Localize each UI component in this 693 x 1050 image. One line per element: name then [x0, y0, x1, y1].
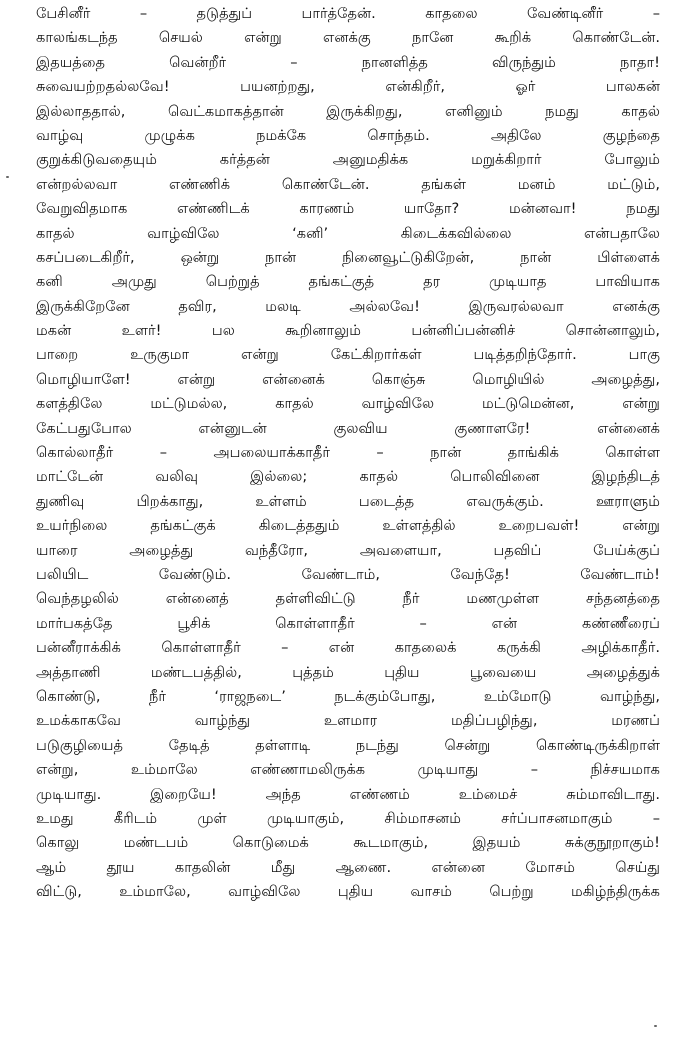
text-line: கேட்பதுபோல என்னுடன் குலவிய குணாளரே! என்னைக்: [36, 419, 660, 437]
text-line: கசப்படைகிறீர், ஒன்று நான் நினைவூட்டுகிறேன், நான் பிள்ளைக்: [36, 248, 660, 266]
text-line: பலியிட வேண்டும். வேண்டாம், வேந்தே! வேண்டாம்!: [36, 565, 660, 583]
text-line: இல்லாததால், வெட்கமாகத்தான் இருக்கிறது, எனினும் நமது காதல்: [36, 102, 660, 120]
text-line: காதல் வாழ்விலே ‘கனி’ கிடைக்கவில்லை என்பதாலே: [36, 224, 660, 242]
text-line: உமக்காகவே வாழ்ந்து உளமார மதிப்பழிந்து, மரணப்: [36, 712, 660, 730]
text-line: மொழியாளே! என்று என்னைக் கொஞ்சு மொழியில் அழைத்து,: [36, 370, 660, 388]
text-line: பேசினீர் – தடுத்துப் பார்த்தேன். காதலை வேண்டினீர் –: [36, 5, 660, 22]
body-text: [36, 2, 660, 904]
text-line: ஆம் தூய காதலின் மீது ஆணை. என்னை மோசம் செய்து: [36, 858, 660, 876]
text-line: கனி அமுது பெற்றுத் தங்கட்குத் தர முடியாத பாவியாக: [36, 273, 660, 291]
text-line: மகன் உளர்! பல கூறினாலும் பன்னிப்பன்னிச் சொன்னாலும்,: [36, 322, 660, 340]
text-line: இருக்கிறேனே தவிர, மலடி அல்லவே! இருவரல்லவா எனக்கு: [36, 297, 660, 315]
text-line: என்றல்லவா எண்ணிக் கொண்டேன். தங்கள் மனம் மட்டும்,: [36, 175, 660, 193]
text-line: பாறை உருகுமா என்று கேட்கிறார்கள் படித்தறிந்தோர். பாகு: [36, 346, 660, 364]
text-line: உமது கீரிடம் முள் முடியாகும், சிம்மாசனம் சர்ப்பாசனமாகும் –: [36, 809, 660, 827]
text-line: காலங்கடந்த செயல் என்று எனக்கு நானே கூறிக் கொண்டேன்.: [36, 29, 660, 47]
text-line: வேறுவிதமாக எண்ணிடக் காரணம் யாதோ? மன்னவா! நமது: [36, 200, 660, 218]
text-line: பன்னீராக்கிக் கொள்ளாதீர் – என் காதலைக் கருக்கி அழிக்காதீர்.: [36, 639, 660, 657]
text-line: கொலு மண்டபம் கொடுமைக் கூடமாகும், இதயம் சுக்குநூறாகும்!: [36, 834, 660, 852]
text-line: குறுக்கிடுவதையும் கர்த்தன் அனுமதிக்க மறுக்கிறார் போலும்: [36, 151, 660, 169]
text-line: கொண்டு, நீர் ‘ராஜநடை’ நடக்கும்போது, உம்மோடு வாழ்ந்து,: [36, 687, 660, 705]
text-line: வாழ்வு முழுக்க நமக்கே சொந்தம். அதிலே குழந்தை: [36, 126, 660, 144]
text-line: இதயத்தை வென்றீர் – நானளித்த விருந்தும் நாதா!: [36, 53, 660, 71]
text-line: முடியாது. இறையே! அந்த எண்ணம் உம்மைச் சும்மாவிடாது.: [36, 785, 660, 803]
text-line: மாட்டேன் வலிவு இல்லை; காதல் பொலிவினை இழந்திடத்: [36, 468, 660, 486]
text-line: வெந்தழலில் என்னைத் தள்ளிவிட்டு நீர் மணமுள்ள சந்தனத்தை: [36, 590, 660, 608]
text-line: சுவையற்றதல்லவே! பயனற்றது, என்கிறீர், ஓர் பாலகன்: [36, 78, 660, 96]
text-line: விட்டு, உம்மாலே, வாழ்விலே புதிய வாசம் பெற்று மகிழ்ந்திருக்க: [36, 883, 660, 901]
text-line: களத்திலே மட்டுமல்ல, காதல் வாழ்விலே மட்டுமென்ன, என்று: [36, 395, 660, 413]
text-line: மார்பகத்தே பூசிக் கொள்ளாதீர் – என் கண்ணீரைப்: [36, 614, 660, 632]
text-line: படுகுழியைத் தேடித் தள்ளாடி நடந்து சென்று கொண்டிருக்கிறாள்: [36, 736, 660, 754]
text-line: என்று, உம்மாலே எண்ணாமலிருக்க முடியாது – நிச்சயமாக: [36, 761, 660, 779]
text-line: யாரை அழைத்து வந்தீரோ, அவளையா, பதவிப் பேய்க்குப்: [36, 541, 660, 559]
text-line: துணிவு பிறக்காது, உள்ளம் படைத்த எவருக்கும். ஊராளும்: [36, 492, 660, 510]
text-line: அத்தாணி மண்டபத்தில், புத்தம் புதிய பூவையை அழைத்துக்: [36, 663, 660, 681]
text-line: உயர்நிலை தங்கட்குக் கிடைத்ததும் உள்ளத்தில் உறைபவள்! என்று: [36, 517, 660, 535]
text-line: கொல்லாதீர் – அபலையாக்காதீர் – நான் தாங்கிக் கொள்ள: [36, 444, 660, 462]
scan-speck-bottom: [654, 1025, 657, 1027]
scan-speck-left: [6, 176, 9, 178]
